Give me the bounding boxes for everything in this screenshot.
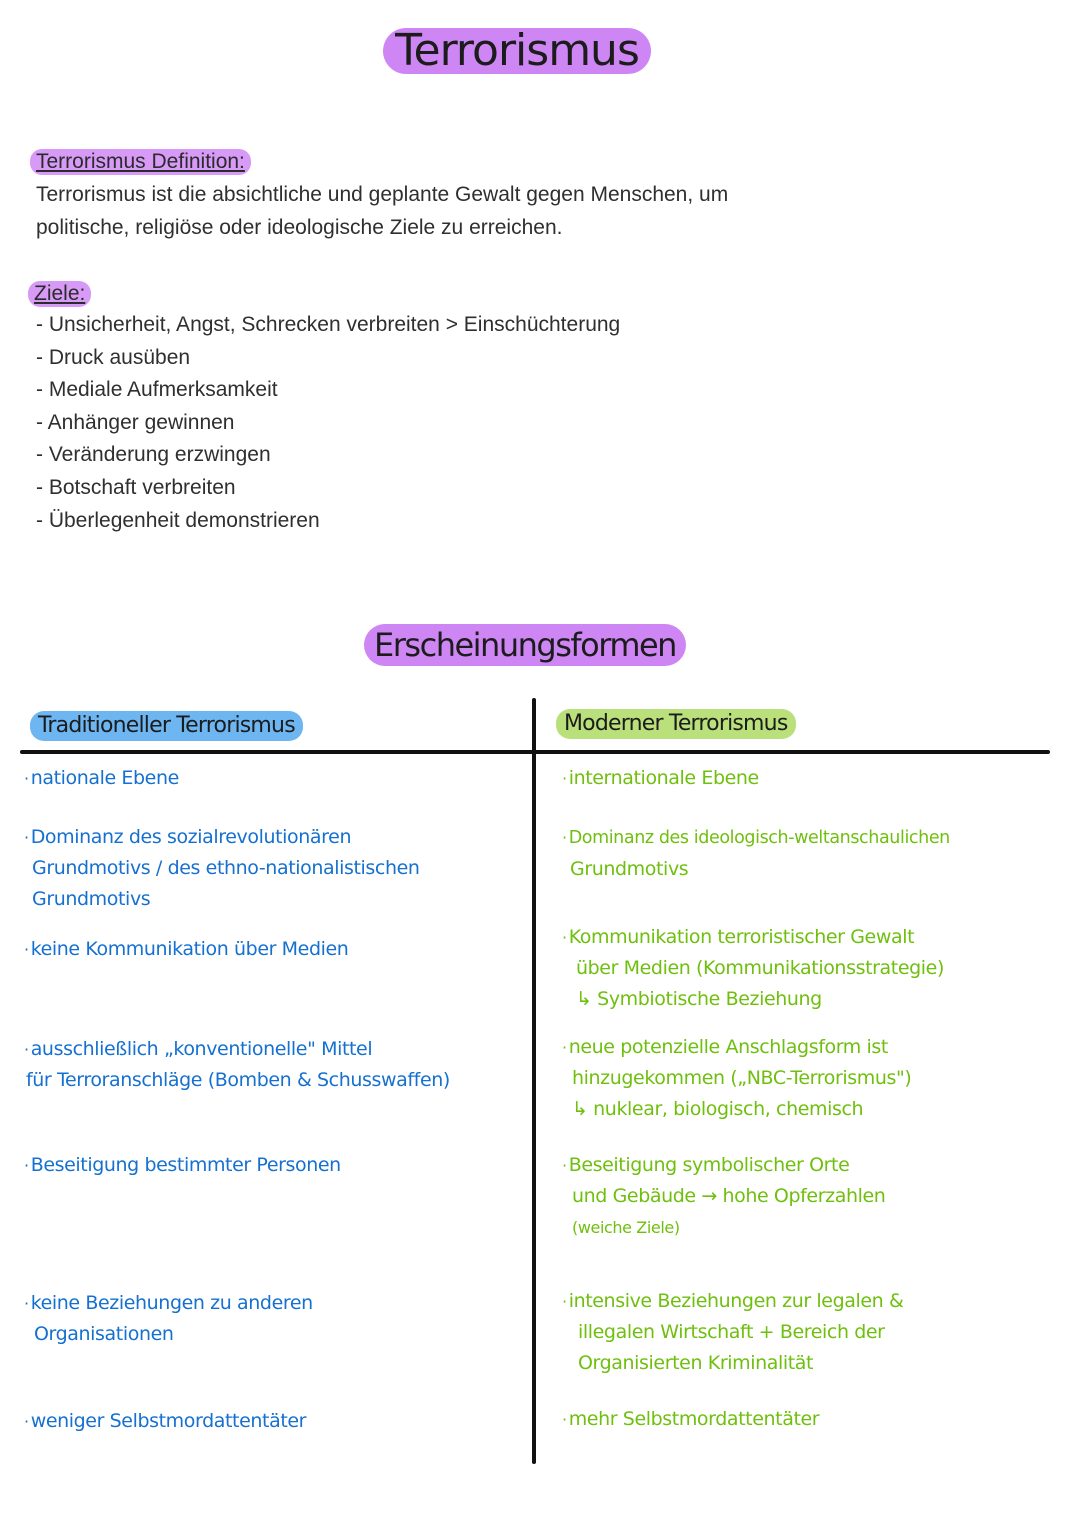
definition-line-1: Terrorismus ist die absichtliche und geplante Gewalt gegen Menschen, um: [36, 183, 729, 206]
definition-line-2: politische, religiöse oder ideologische Ziele zu erreichen.: [36, 216, 563, 239]
modern-row: · Beseitigung symbolischer Orte und Gebäude → hohe Opferzahlen (weiche Ziele): [562, 1154, 886, 1237]
modern-row: · mehr Selbstmordattentäter: [562, 1408, 820, 1430]
goal-item: - Botschaft verbreiten: [36, 472, 620, 505]
forms-title: Erscheinungsformen: [374, 626, 676, 664]
modern-row: · internationale Ebene: [562, 767, 759, 789]
traditional-row: · keine Beziehungen zu anderen Organisationen: [24, 1292, 313, 1345]
modern-row: · Kommunikation terroristischer Gewalt über Medien (Kommunikationsstrategie) ↳ Symbiotische Beziehung: [562, 926, 944, 1010]
goal-item: - Veränderung erzwingen: [36, 439, 620, 472]
modern-heading: Moderner Terrorismus: [556, 709, 796, 739]
definition-label: Terrorismus Definition:: [30, 149, 251, 175]
goal-item: - Überlegenheit demonstrieren: [36, 505, 620, 538]
goal-item: - Unsicherheit, Angst, Schrecken verbreiten > Einschüchterung: [36, 309, 620, 342]
goals-label: Ziele:: [28, 281, 91, 307]
goal-item: - Mediale Aufmerksamkeit: [36, 374, 620, 407]
modern-row: · neue potenzielle Anschlagsform ist hinzugekommen („NBC-Terrorismus") ↳ nuklear, biologisch, chemisch: [562, 1036, 912, 1120]
table-vertical-rule: [532, 698, 536, 1464]
traditional-row: · nationale Ebene: [24, 767, 179, 789]
traditional-row: · Dominanz des sozialrevolutionären Grundmotivs / des ethno-nationalistischen Grundmotivs: [24, 826, 420, 910]
modern-row: · Dominanz des ideologisch-weltanschaulichen Grundmotivs: [562, 828, 950, 880]
traditional-row: · Beseitigung bestimmter Personen: [24, 1154, 341, 1176]
page-title: Terrorismus: [395, 25, 639, 76]
traditional-row: · ausschließlich „konventionelle" Mittel für Terroranschläge (Bomben & Schusswaffen): [24, 1038, 450, 1091]
traditional-row: · keine Kommunikation über Medien: [24, 938, 349, 960]
traditional-row: · weniger Selbstmordattentäter: [24, 1410, 307, 1432]
goals-list: [36, 309, 620, 537]
goal-item: - Anhänger gewinnen: [36, 407, 620, 440]
goal-item: - Druck ausüben: [36, 342, 620, 375]
modern-row: · intensive Beziehungen zur legalen & illegalen Wirtschaft + Bereich der Organisierten Kriminalität: [562, 1290, 904, 1374]
traditional-heading: Traditioneller Terrorismus: [30, 711, 303, 741]
